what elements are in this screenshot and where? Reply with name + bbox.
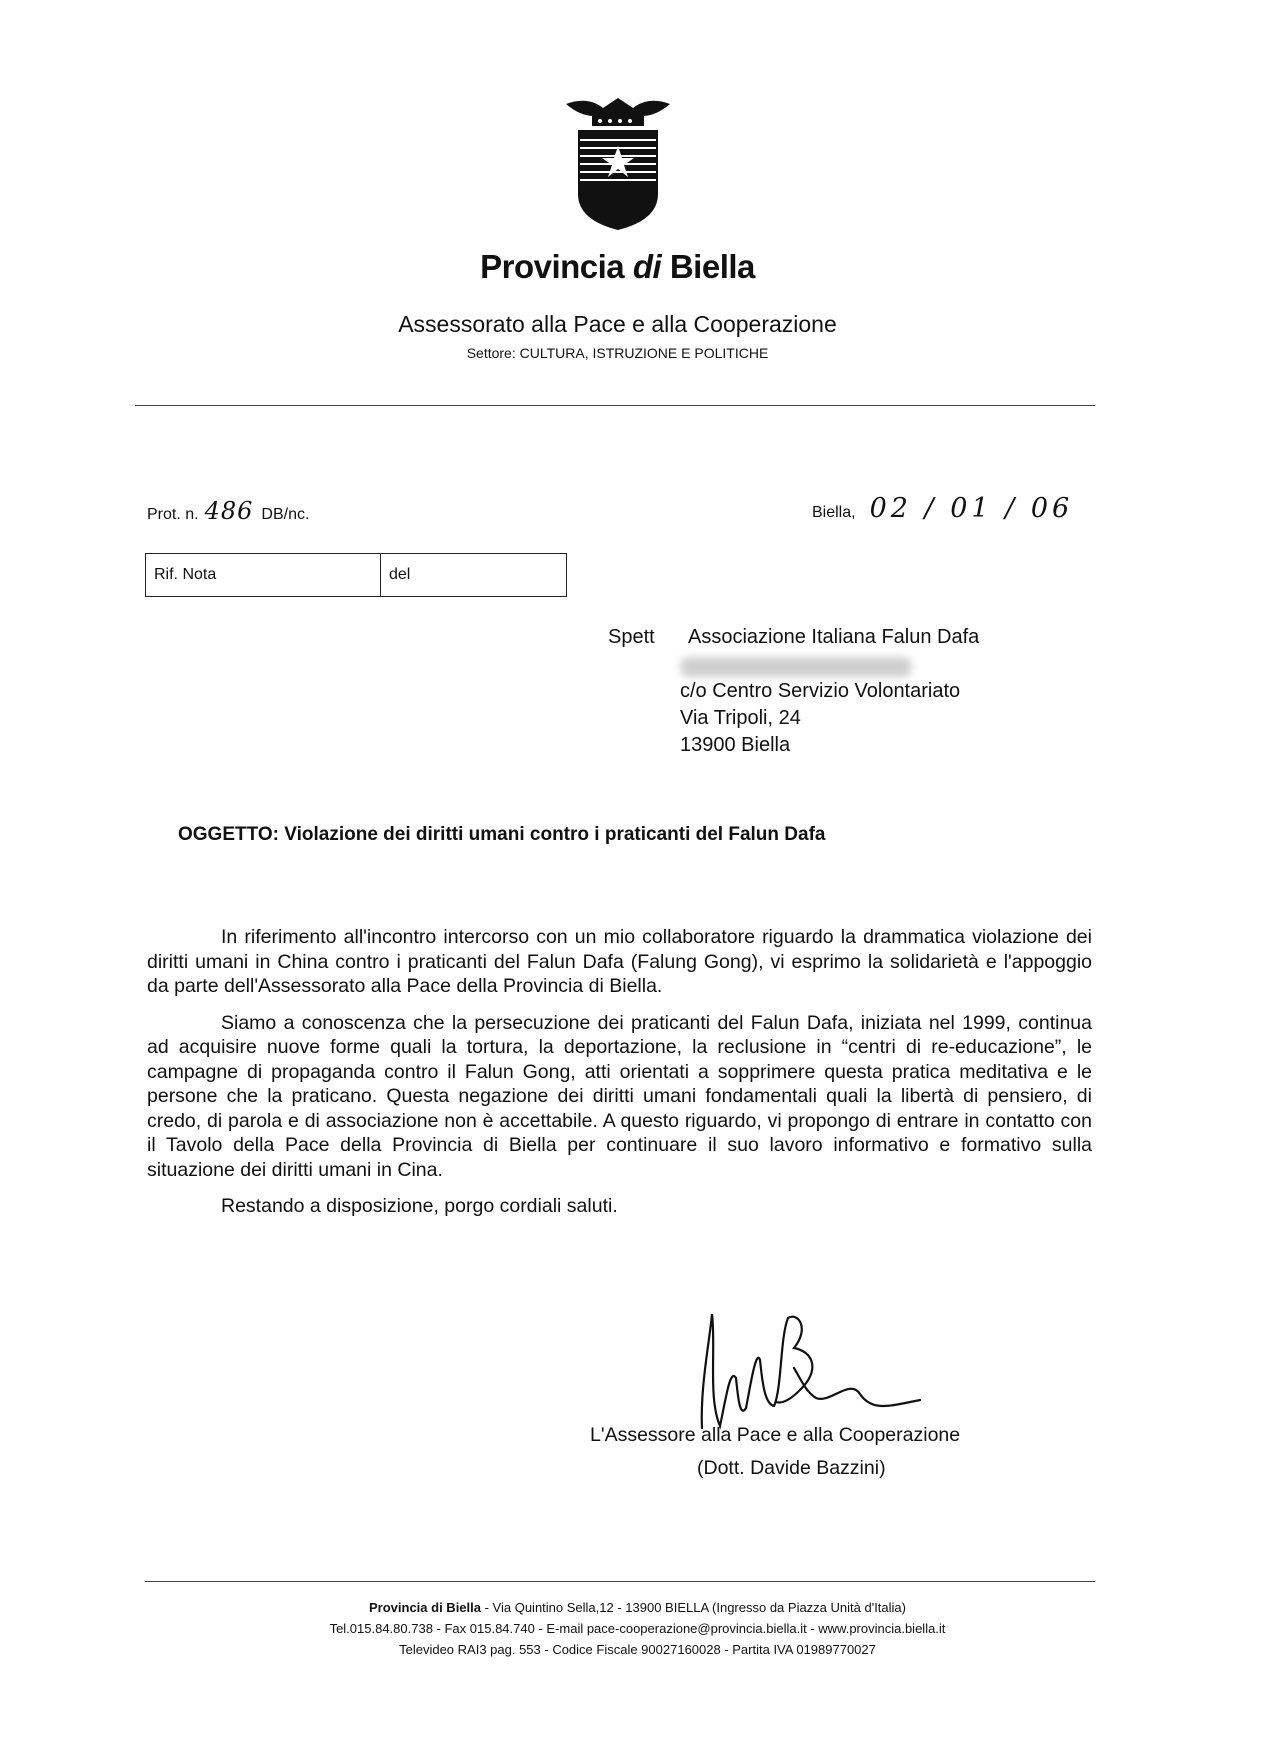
protocol-suffix: DB/nc. <box>261 506 310 523</box>
footer-contacts: Tel.015.84.80.738 - Fax 015.84.740 - E-mail pace-cooperazione@provincia.biella.it - www.provincia.biella.it <box>329 1621 946 1636</box>
reference-note-label: Rif. Nota <box>146 554 381 596</box>
handwritten-signature-icon <box>690 1308 930 1438</box>
protocol-number: 486 <box>204 497 254 525</box>
letter-subject: OGGETTO: Violazione dei diritti umani contro i praticanti del Falun Dafa <box>178 824 826 845</box>
footer-address-line <box>0 1597 1275 1618</box>
redacted-line <box>680 657 912 677</box>
body-paragraph-2: Siamo a conoscenza che la persecuzione dei praticanti del Falun Dafa, iniziata nel 1999, continua ad acquisire nuove forme quali la tortura, la deportazione, la reclusione in “centri di re-educazione”, le campagne di propaganda contro il Falun Gong, atti orientati a sopprimere questa pratica meditativa e le persone che la praticano. Questa negazione dei diritti umani fondamentali quali la libertà di pensiero, di credo, di parola e di associazione non è accettabile. A questo riguardo, vi propongo di entrare in contatto con il Tavolo della Pace della Provincia di Biella per continuare il suo lavoro informativo e formativo sulla situazione dei diritti umani in Cina. <box>147 1011 1092 1181</box>
reference-box <box>145 553 567 597</box>
signoff-block <box>590 1424 960 1480</box>
province-emblem-icon <box>558 94 678 234</box>
footer-divider <box>145 1581 1095 1582</box>
body-paragraph-closing: Restando a disposizione, porgo cordiali saluti. <box>221 1195 618 1217</box>
addressee-line-2: c/o Centro Servizio Volontariato <box>680 680 961 702</box>
letter-footer <box>0 1597 1275 1660</box>
protocol-label: Prot. n. <box>147 506 199 523</box>
addressee-salutation: Spett <box>608 626 655 648</box>
signoff-role: L'Assessore alla Pace e alla Cooperazione <box>590 1424 961 1446</box>
footer-address: - Via Quintino Sella,12 - 13900 BIELLA (Ingresso da Piazza Unità d'Italia) <box>481 1600 906 1615</box>
footer-org: Provincia di Biella <box>369 1600 481 1615</box>
letterhead-office: Assessorato alla Pace e alla Cooperazione <box>398 311 837 337</box>
body-paragraph-1: In riferimento all'incontro intercorso con un mio collaboratore riguardo la drammatica violazione dei diritti umani in China contro i praticanti del Falun Dafa (Falung Gong), vi esprimo la solidarietà e l'appoggio da parte dell'Assessorato alla Pace della Provincia di Biella. <box>147 926 1092 997</box>
header-divider <box>135 405 1095 406</box>
addressee-block <box>608 626 979 761</box>
letterhead-title: Provincia di Biella <box>480 248 755 285</box>
footer-fiscal: Televideo RAI3 pag. 553 - Codice Fiscale 90027160028 - Partita IVA 01989770027 <box>399 1642 876 1657</box>
date-place: Biella, <box>812 504 856 521</box>
reference-date-label: del <box>389 566 411 583</box>
addressee-line-4: 13900 Biella <box>680 734 791 756</box>
protocol-line <box>147 497 309 525</box>
addressee-line-3: Via Tripoli, 24 <box>680 707 801 729</box>
addressee-name: Associazione Italiana Falun Dafa <box>688 626 980 648</box>
date-line <box>812 493 1081 524</box>
letterhead-sector: Settore: CULTURA, ISTRUZIONE E POLITICHE <box>466 345 769 361</box>
letter-body <box>147 925 1092 1231</box>
letter-date: 02 / 01 / 06 <box>869 493 1074 524</box>
signoff-name: (Dott. Davide Bazzini) <box>697 1457 886 1479</box>
